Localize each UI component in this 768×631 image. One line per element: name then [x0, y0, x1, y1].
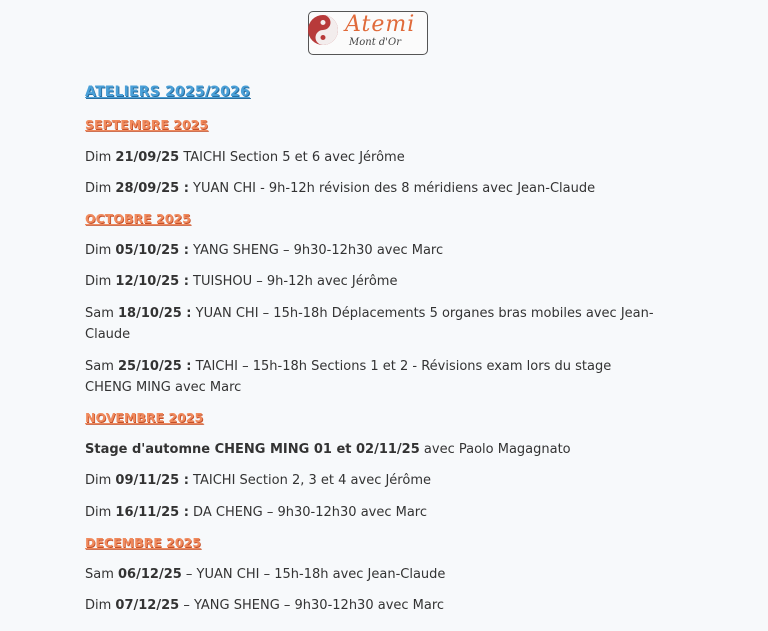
page-title: ATELIERS 2025/2026 [85, 84, 250, 100]
workshop-entry: Dim 09/11/25 : TAICHI Section 2, 3 et 4 avec Jérôme [85, 473, 431, 488]
workshop-entry: Sam 25/10/25 : TAICHI – 15h-18h Sections 1 et 2 - Révisions exam lors du stage CHENG MING avec Marc [85, 359, 612, 395]
workshop-entry: Dim 12/10/25 : TUISHOU – 9h-12h avec Jérôme [85, 274, 398, 289]
logo [308, 11, 428, 55]
workshop-entry: Sam 18/10/25 : YUAN CHI – 15h-18h Déplacements 5 organes bras mobiles avec Jean-Claude [85, 306, 654, 342]
logo-subtitle: Mont d'Or [349, 37, 402, 48]
workshop-entry: Dim 05/10/25 : YANG SHENG – 9h30-12h30 avec Marc [85, 243, 444, 258]
workshop-entry: Sam 06/12/25 – YUAN CHI – 15h-18h avec Jean-Claude [85, 567, 446, 582]
logo-brand: Atemi [345, 12, 416, 37]
yin-yang-icon [305, 12, 345, 52]
section-heading-octobre: OCTOBRE 2025 [85, 211, 191, 226]
workshop-entry: Dim 21/09/25 TAICHI Section 5 et 6 avec Jérôme [85, 150, 405, 165]
section-heading-decembre: DECEMBRE 2025 [85, 535, 201, 550]
workshop-entry: Dim 16/11/25 : DA CHENG – 9h30-12h30 avec Marc [85, 505, 428, 520]
workshop-entry: Dim 07/12/25 – YANG SHENG – 9h30-12h30 avec Marc [85, 598, 445, 613]
section-heading-novembre: NOVEMBRE 2025 [85, 410, 204, 425]
section-heading-septembre: SEPTEMBRE 2025 [85, 117, 209, 132]
workshop-entry: Dim 28/09/25 : YUAN CHI - 9h-12h révision des 8 méridiens avec Jean-Claude [85, 181, 596, 196]
workshop-entry: Stage d'automne CHENG MING 01 et 02/11/25 avec Paolo Magagnato [85, 442, 571, 457]
